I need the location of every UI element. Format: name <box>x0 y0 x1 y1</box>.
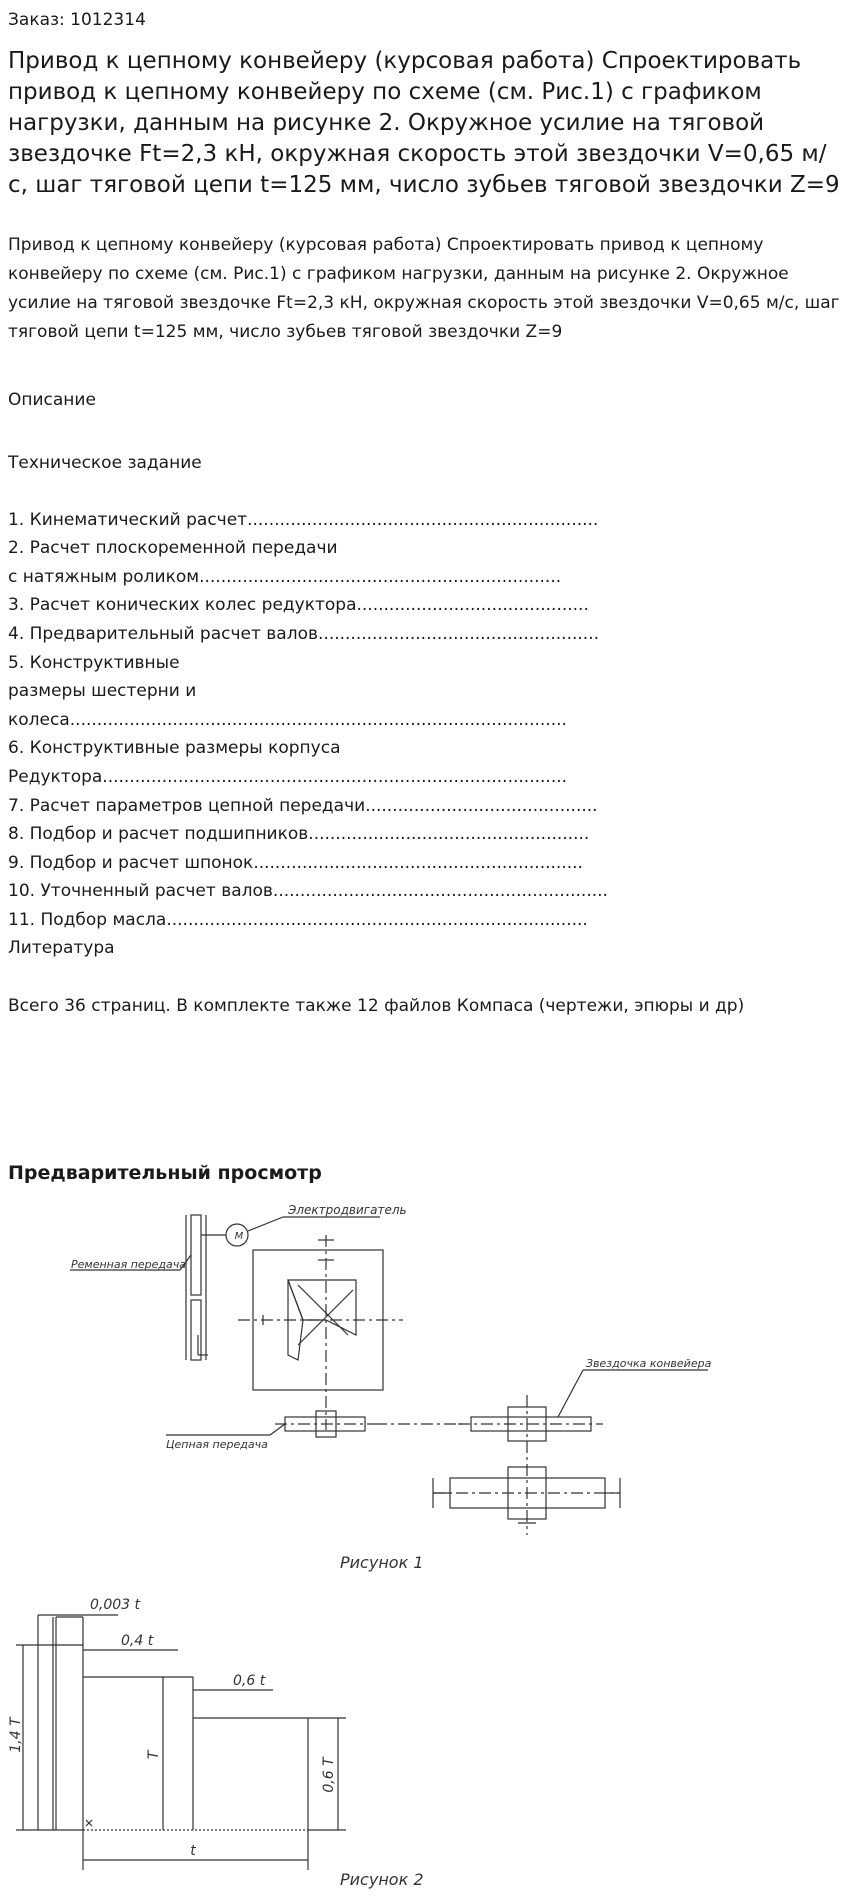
dim-0-4t: 0,4 t <box>121 1633 154 1649</box>
motor-label: Электродвигатель <box>288 1203 407 1217</box>
contents-item: 5. Конструктивные <box>8 653 180 673</box>
tech-task-heading: Техническое задание <box>8 453 202 473</box>
contents-item: размеры шестерни и <box>8 681 197 701</box>
conveyor-sprocket-label: Звездочка конвейера <box>586 1357 712 1370</box>
dim-0-6T: 0,6 T <box>321 1757 337 1793</box>
contents-item: 6. Конструктивные размеры корпуса <box>8 738 341 758</box>
short-description: Привод к цепному конвейеру (курсовая работа) Спроектировать привод к цепному конвейеру по схеме (см. Рис.1) с графиком нагрузки, данным на рисунке 2. Окружное усилие на тяговой звездочке Ft=2,3 кН, окружная скорость этой звездочки V=0,65 м/с, шаг тяговой цепи t=125 мм, число зубьев тяговой звездочки Z=9 <box>8 235 840 342</box>
figure-1-drive-scheme <box>8 1195 728 1580</box>
order-number: Заказ: 1012314 <box>8 10 146 30</box>
contents-item: 2. Расчет плоскоременной передачи <box>8 538 338 558</box>
page-title: Привод к цепному конвейеру (курсовая работа) Спроектировать привод к цепному конвейеру по схеме (см. Рис.1) с графиком нагрузки, данным на рисунке 2. Окружное усилие на тяговой звездочке Ft=2,3 кН, окружная скорость этой звездочки V=0,65 м/с, шаг тяговой цепи t=125 мм, число зубьев тяговой звездочки Z=9 <box>8 48 840 198</box>
dim-t: t <box>190 1843 196 1859</box>
motor-symbol: М <box>234 1231 244 1242</box>
contents-item: колеса............................................................................................ <box>8 710 567 730</box>
dim-0-6t: 0,6 t <box>233 1673 266 1689</box>
preview-heading: Предварительный просмотр <box>8 1162 322 1184</box>
contents-item: 11. Подбор масла.............................................................................. <box>8 910 588 930</box>
chain-drive-label: Цепная передача <box>166 1438 268 1451</box>
belt-pulley-upper <box>191 1215 201 1295</box>
contents-item: Литература <box>8 938 115 958</box>
contents-item: 10. Уточненный расчет валов.............................................................. <box>8 881 608 901</box>
belt-drive-label: Ременная передача <box>71 1258 187 1271</box>
contents-item: 8. Подбор и расчет подшипников.................................................... <box>8 824 590 844</box>
contents-item: 3. Расчет конических колес редуктора........................................... <box>8 595 589 615</box>
dim-0-003t: 0,003 t <box>90 1597 141 1613</box>
belt-pulley-lower <box>191 1300 201 1360</box>
contents-item: с натяжным роликом................................................................... <box>8 567 562 587</box>
contents-item: 9. Подбор и расчет шпонок............................................................. <box>8 853 583 873</box>
figure-2-load-graph <box>8 1585 428 1895</box>
contents-item: 7. Расчет параметров цепной передачи........................................... <box>8 796 598 816</box>
figure-1-caption: Рисунок 1 <box>340 1553 424 1572</box>
summary-text: Всего 36 страниц. В комплекте также 12 файлов Компаса (чертежи, эпюры и др) <box>8 996 745 1016</box>
dim-1-4T: 1,4 T <box>8 1717 24 1753</box>
contents-item: Редуктора...................................................................................... <box>8 767 568 787</box>
figure-2-caption: Рисунок 2 <box>340 1870 424 1889</box>
description-heading: Описание <box>8 390 96 410</box>
dim-T: T <box>146 1750 162 1760</box>
contents-item: 4. Предварительный расчет валов.................................................... <box>8 624 600 644</box>
contents-item: 1. Кинематический расчет................................................................. <box>8 510 599 530</box>
